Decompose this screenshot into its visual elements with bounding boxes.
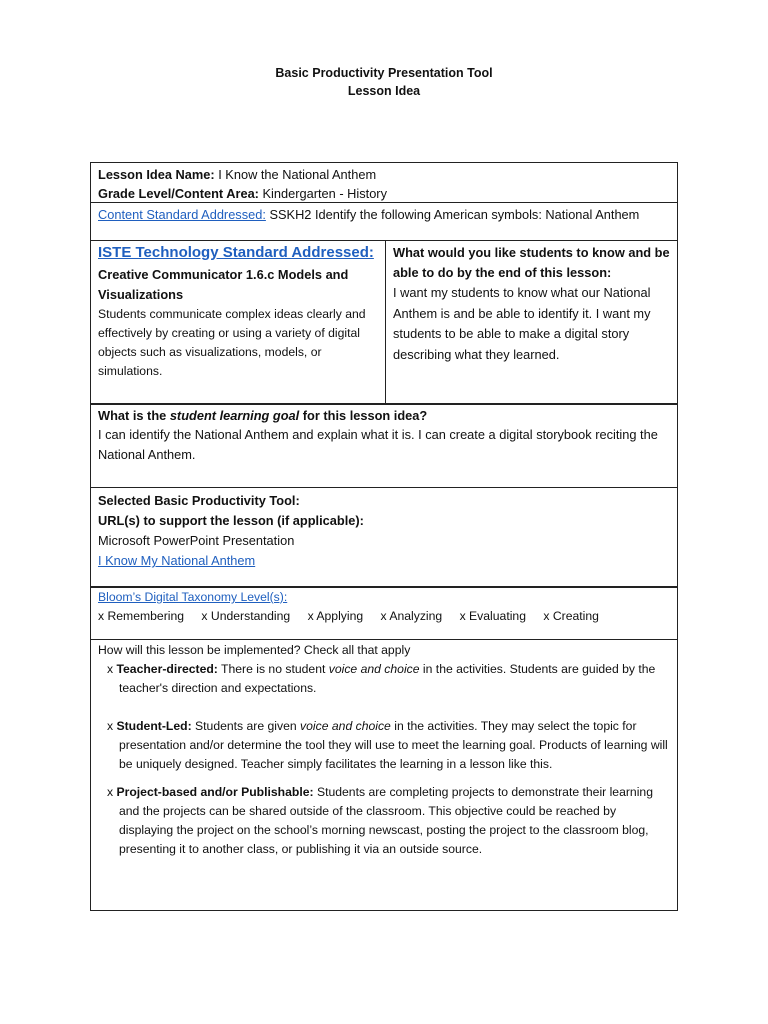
bloom-level-applying: x Applying [307,609,364,623]
iste-heading-link[interactable]: ISTE Technology Standard Addressed: [98,244,374,261]
learning-goal-answer: I can identify the National Anthem and explain what it is. I can create a digital storybook reciting the National Anthem. [98,427,658,462]
document-header [0,64,768,100]
impl-project-based-mark: x [107,785,117,799]
grade-level-line [98,184,670,203]
learning-goal-q-prefix: What is the [98,408,170,423]
impl-student-led-text-b: in the activities. They may select the topic for presentation and/or determine the tool they will use to meet the learning goal. Products of learning will be uniquely designed. Teacher simply facilitates the learning in a lesson like this. [119,719,668,771]
impl-project-based-label: Project-based and/or Publishable: [116,785,314,799]
objectives-cell [386,241,677,405]
impl-teacher-directed-text-b: in the activities. Students are guided by the teacher's direction and expectations. [119,662,656,695]
standards-row [91,240,677,403]
bloom-row [91,586,677,639]
lesson-table [90,162,678,911]
implementation-row [91,639,677,910]
impl-teacher-directed [98,660,670,698]
tool-row [91,487,677,586]
bloom-level-understanding: x Understanding [201,609,291,623]
impl-student-led [98,717,670,774]
tool-resource-link[interactable]: I Know My National Anthem [98,553,256,568]
bloom-heading-link[interactable]: Bloom’s Digital Taxonomy Level(s): [98,590,288,604]
lesson-name-line [98,165,670,184]
grade-level-label: Grade Level/Content Area: [98,186,259,201]
content-standard-row [91,202,677,240]
content-standard-link[interactable]: Content Standard Addressed: [98,207,266,222]
document-title: Basic Productivity Presentation Tool [275,66,493,80]
learning-goal-question [98,406,670,425]
bloom-level-evaluating: x Evaluating [459,609,526,623]
bloom-levels [98,607,670,626]
impl-project-based-text-a: Students are completing projects to demonstrate their learning and the projects can be shared outside of the classroom. This objective could be reached by displaying the project on the school’s morning newscast, posting the project to the classroom blog, presenting it to another class, or publishing it via an outside source. [119,785,653,856]
document-subtitle: Lesson Idea [347,84,421,98]
impl-student-led-mark: x [107,719,117,733]
impl-project-based [98,783,670,859]
objectives-answer: I want my students to know what our National Anthem is and be able to identify it. I want my students to be able to make a digital story describing what they learned. [393,285,651,362]
learning-goal-q-suffix: for this lesson idea? [299,408,428,423]
iste-standard-description: Students communicate complex ideas clearly and effectively by creating or using a variety of digital objects such as visualizations, models, or simulations. [98,307,366,378]
impl-student-led-emph: voice and choice [300,719,391,733]
impl-student-led-text-a: Students are given [191,719,301,733]
lesson-name-value: I Know the National Anthem [214,167,377,182]
bloom-level-analyzing: x Analyzing [380,609,443,623]
learning-goal-q-emph: student learning goal [169,408,300,423]
implementation-question: How will this lesson be implemented? Check all that apply [98,643,411,657]
iste-standard-title: Creative Communicator 1.6.c Models and Visualizations [98,267,349,302]
iste-cell [91,241,386,403]
grade-level-value: Kindergarten - History [258,186,387,201]
learning-goal-row [91,403,677,487]
impl-teacher-directed-mark: x [107,662,117,676]
lesson-info-row [91,165,677,203]
content-standard-value: SSKH2 Identify the following American symbols: National Anthem [265,207,640,222]
bloom-level-creating: x Creating [543,609,599,623]
impl-teacher-directed-emph: voice and choice [328,662,420,676]
lesson-name-label: Lesson Idea Name: [98,167,215,182]
impl-teacher-directed-label: Teacher-directed: [116,662,218,676]
tool-value: Microsoft PowerPoint Presentation [98,533,295,548]
bloom-level-remembering: x Remembering [98,609,185,623]
impl-student-led-label: Student-Led: [116,719,192,733]
tool-label: Selected Basic Productivity Tool: [98,493,300,508]
objectives-question: What would you like students to know and be able to do by the end of this lesson: [393,245,670,280]
impl-teacher-directed-text-a: There is no student [217,662,329,676]
tool-url-label: URL(s) to support the lesson (if applicable): [98,513,364,528]
